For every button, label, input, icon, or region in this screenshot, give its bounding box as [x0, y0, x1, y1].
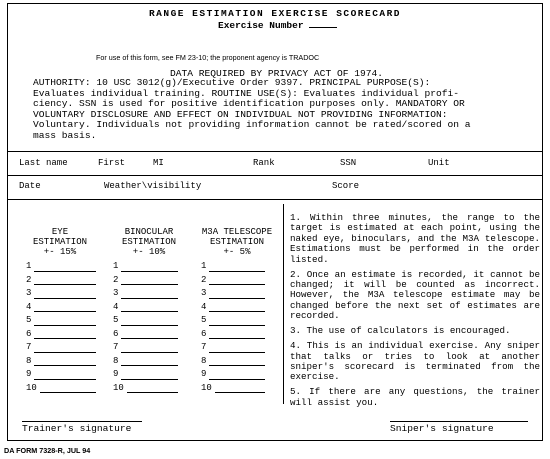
entry-number: 7 [26, 342, 32, 352]
telescope-entry[interactable] [201, 356, 265, 370]
entry-number: 10 [26, 382, 37, 393]
eye-entry[interactable] [26, 315, 96, 329]
entry-blank[interactable] [34, 365, 96, 366]
binocular-estimation-header [106, 227, 192, 257]
exercise-number [218, 19, 337, 31]
privacy-statement [33, 78, 533, 142]
entry-blank[interactable] [34, 338, 96, 339]
section-divider [7, 151, 543, 152]
last-name-label: Last name [19, 158, 68, 168]
binocular-entry[interactable] [113, 342, 178, 356]
form-id: DA FORM 7328-R, JUL 94 [4, 446, 91, 455]
entry-blank[interactable] [121, 298, 178, 299]
telescope-estimation-column [201, 261, 265, 396]
entry-blank[interactable] [209, 325, 265, 326]
privacy-line: mass basis. [33, 129, 97, 141]
entry-number: 3 [26, 288, 32, 298]
entry-blank[interactable] [209, 284, 265, 285]
entry-number: 5 [201, 315, 207, 325]
telescope-entry[interactable] [201, 342, 265, 356]
binocular-entry[interactable] [113, 383, 178, 397]
eye-entry[interactable] [26, 275, 96, 289]
instruction-item: 2. Once an estimate is recorded, it cannot be changed; it will be counted as incorrect. However, the M3A telescope estimate may be changed before the next set of estimates are recorded. [290, 268, 540, 322]
entry-blank[interactable] [121, 325, 178, 326]
entry-number: 9 [26, 369, 32, 379]
entry-number: 3 [113, 288, 119, 298]
entry-number: 9 [113, 369, 119, 379]
privacy-heading: DATA REQUIRED BY PRIVACY ACT OF 1974. [170, 68, 384, 79]
instruction-item: 4. This is an individual exercise. Any sniper that talks or tries to look at another sniper's scorecard is terminated from the exercise. [290, 340, 540, 383]
entry-blank[interactable] [121, 311, 178, 312]
column-header-line: +- 5% [223, 247, 251, 257]
entry-number: 7 [113, 342, 119, 352]
entry-blank[interactable] [121, 352, 178, 353]
entry-number: 10 [201, 382, 212, 393]
trainer-signature-label: Trainer's signature [22, 423, 132, 434]
eye-entry[interactable] [26, 369, 96, 383]
entry-blank[interactable] [121, 338, 178, 339]
telescope-estimation-header [189, 227, 285, 257]
entry-number: 10 [113, 382, 124, 393]
column-header-line: ESTIMATION [121, 237, 176, 247]
binocular-estimation-column [113, 261, 178, 396]
entry-blank[interactable] [34, 298, 96, 299]
eye-entry[interactable] [26, 329, 96, 343]
entry-number: 2 [26, 274, 32, 285]
entry-number: 6 [113, 328, 119, 339]
binocular-entry[interactable] [113, 302, 178, 316]
sniper-signature-line[interactable] [390, 421, 528, 422]
entry-number: 8 [113, 355, 119, 366]
unit-label: Unit [428, 158, 450, 168]
binocular-entry[interactable] [113, 315, 178, 329]
exercise-number-label: Exercise Number [218, 20, 304, 31]
entry-blank[interactable] [34, 311, 96, 312]
binocular-entry[interactable] [113, 275, 178, 289]
eye-entry[interactable] [26, 288, 96, 302]
entry-number: 1 [26, 261, 32, 271]
entry-number: 4 [113, 301, 119, 312]
telescope-entry[interactable] [201, 383, 265, 397]
entry-number: 5 [113, 315, 119, 325]
telescope-entry[interactable] [201, 329, 265, 343]
entry-number: 4 [26, 301, 32, 312]
sniper-signature-label: Sniper's signature [390, 423, 494, 434]
trainer-signature-line[interactable] [22, 421, 142, 422]
privacy-line: Evaluates individual training. ROUTINE USE(S): Evaluates individual profi- [33, 87, 460, 99]
rank-label: Rank [253, 158, 275, 168]
binocular-entry[interactable] [113, 261, 178, 275]
column-header-line: BINOCULAR [124, 227, 174, 237]
entry-number: 2 [113, 274, 119, 285]
entry-blank[interactable] [121, 365, 178, 366]
middle-initial-label: MI [153, 158, 164, 168]
entry-blank[interactable] [34, 352, 96, 353]
instruction-item: 5. If there are any questions, the trainer will assist you. [290, 386, 540, 408]
entry-blank[interactable] [121, 271, 178, 272]
ssn-label: SSN [340, 158, 357, 168]
use-note: For use of this form, see FM 23-10; the proponent agency is TRADOC [96, 53, 320, 62]
instruction-item: 1. Within three minutes, the range to the target is estimated at each point, using the naked eye, binoculars, and the M3A telescope. Estimations must be performed in the order listed. [290, 212, 540, 265]
entry-blank[interactable] [209, 311, 265, 312]
privacy-line: AUTHORITY: 10 USC 3012(g)/Executive Order 9397. PRINCIPAL PURPOSE(S): [33, 77, 431, 88]
entry-number: 5 [26, 315, 32, 325]
privacy-line: Voluntary. Individuals not providing information cannot be rated/scored on a [33, 119, 471, 131]
privacy-line: ciency. SSN is used for positive identification purposes only. MANDATORY OR [33, 98, 465, 110]
entry-number: 6 [26, 328, 32, 339]
field-divider [7, 175, 543, 176]
entry-number: 4 [201, 301, 207, 312]
entry-blank[interactable] [209, 352, 265, 353]
telescope-entry[interactable] [201, 288, 265, 302]
entry-blank[interactable] [209, 271, 265, 272]
entry-number: 6 [201, 328, 207, 339]
entry-number: 8 [201, 355, 207, 366]
entry-blank[interactable] [209, 298, 265, 299]
entry-blank[interactable] [121, 379, 178, 380]
eye-entry[interactable] [26, 302, 96, 316]
entry-blank[interactable] [40, 392, 96, 393]
eye-estimation-column [26, 261, 96, 396]
entry-number: 9 [201, 369, 207, 379]
first-name-label: First [98, 158, 126, 168]
date-label: Date [19, 181, 41, 191]
entry-number: 2 [201, 274, 207, 285]
entry-number: 3 [201, 288, 207, 298]
entry-blank[interactable] [34, 284, 96, 285]
telescope-entry[interactable] [201, 302, 265, 316]
telescope-entry[interactable] [201, 275, 265, 289]
instruction-item: 3. The use of calculators is encouraged. [290, 325, 511, 337]
entry-number: 8 [26, 355, 32, 366]
telescope-entry[interactable] [201, 261, 265, 275]
eye-entry[interactable] [26, 356, 96, 370]
entry-blank[interactable] [209, 338, 265, 339]
entry-blank[interactable] [34, 271, 96, 272]
eye-entry[interactable] [26, 261, 96, 275]
column-header-line: +- 10% [132, 247, 166, 257]
privacy-line: VOLUNTARY DISCLOSURE AND EFFECT ON INDIVIDUAL NOT PROVIDING INFORMATION: [33, 108, 448, 120]
column-header-line: M3A TELESCOPE [201, 227, 273, 237]
instructions [290, 213, 540, 413]
entry-number: 7 [201, 342, 207, 352]
binocular-entry[interactable] [113, 369, 178, 383]
score-label: Score [332, 181, 360, 191]
column-header-line: +- 15% [43, 247, 77, 257]
column-header-line: ESTIMATION [209, 237, 264, 247]
field-divider [7, 199, 543, 200]
eye-estimation-header [17, 227, 103, 257]
form-title: RANGE ESTIMATION EXERCISE SCORECARD [148, 8, 402, 19]
eye-entry[interactable] [26, 342, 96, 356]
binocular-entry[interactable] [113, 288, 178, 302]
entry-number: 1 [201, 261, 207, 271]
column-header-line: EYE [51, 227, 69, 237]
telescope-entry[interactable] [201, 369, 265, 383]
entry-blank[interactable] [209, 365, 265, 366]
entry-blank[interactable] [121, 284, 178, 285]
exercise-number-field[interactable] [309, 19, 337, 28]
entry-blank[interactable] [34, 325, 96, 326]
binocular-entry[interactable] [113, 329, 178, 343]
entry-number: 1 [113, 261, 119, 271]
column-header-line: ESTIMATION [32, 237, 87, 247]
eye-entry[interactable] [26, 383, 96, 397]
telescope-entry[interactable] [201, 315, 265, 329]
weather-visibility-label: Weather\visibility [104, 181, 202, 191]
entry-blank[interactable] [34, 379, 96, 380]
binocular-entry[interactable] [113, 356, 178, 370]
entry-blank[interactable] [209, 379, 265, 380]
entry-blank[interactable] [127, 392, 178, 393]
entry-blank[interactable] [215, 392, 265, 393]
